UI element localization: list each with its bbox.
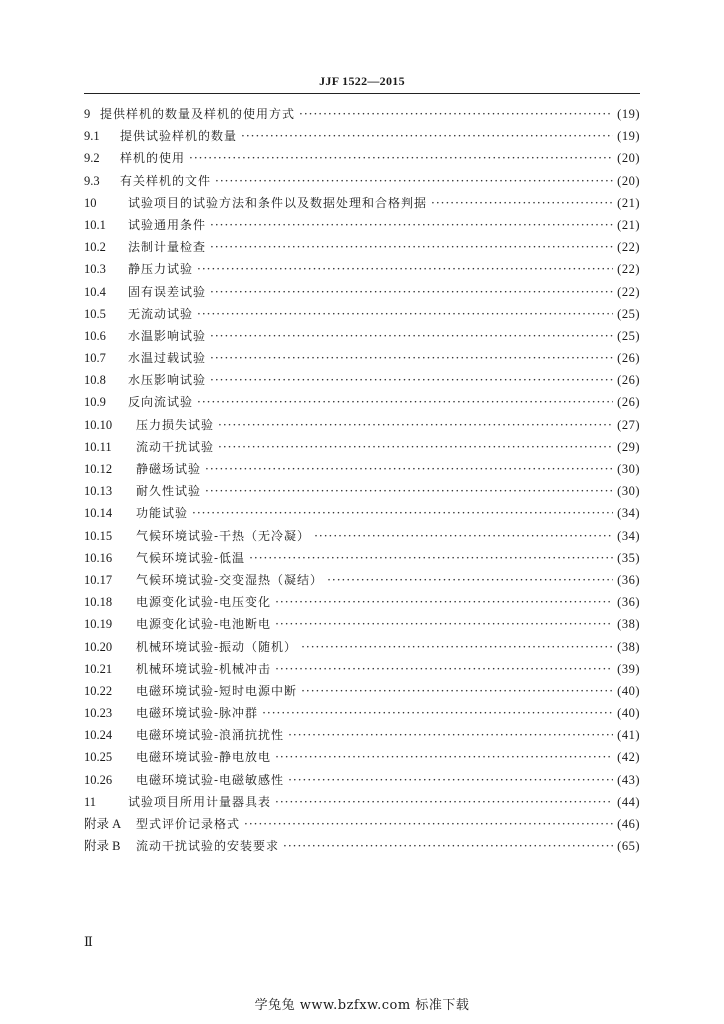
- toc-entry-title: 有关样机的文件: [120, 173, 212, 188]
- toc-entry-number: 10.1: [84, 217, 106, 232]
- toc-entry-title: 电磁环境试验-脉冲群: [136, 706, 259, 721]
- toc-entry[interactable]: [84, 813, 640, 835]
- toc-entry-page: (36): [617, 595, 640, 610]
- toc-entry-number: 10.17: [84, 572, 113, 587]
- toc-entry-title: 型式评价记录格式: [136, 817, 241, 831]
- toc-entry[interactable]: [84, 414, 640, 436]
- toc-entry-number: 10.21: [84, 661, 113, 676]
- toc-entry-number: 11: [84, 794, 97, 809]
- toc-entry-title: 电磁环境试验-短时电源中断: [136, 683, 298, 698]
- table-of-contents: [84, 103, 640, 857]
- toc-entry-title: 电磁环境试验-静电放电: [136, 750, 272, 765]
- toc-entry-number: 10.13: [84, 484, 113, 499]
- toc-entry-title: 气候环境试验-低温: [136, 550, 246, 565]
- page-number: Ⅱ: [84, 934, 93, 949]
- toc-dot-leader: [197, 303, 613, 325]
- toc-dot-leader: [275, 658, 613, 680]
- toc-dot-leader: [189, 147, 613, 169]
- toc-entry-number: 附录 A: [84, 817, 122, 831]
- toc-entry-page: (26): [617, 395, 640, 410]
- toc-entry-number: 9.3: [84, 173, 100, 188]
- toc-entry[interactable]: [84, 724, 640, 746]
- toc-entry-page: (26): [617, 351, 640, 366]
- toc-dot-leader: [218, 414, 613, 436]
- toc-entry-title: 电源变化试验-电压变化: [136, 595, 272, 610]
- toc-dot-leader: [192, 502, 613, 524]
- toc-entry-page: (26): [617, 373, 640, 388]
- footer-watermark: 学兔兔 www.bzfxw.com 标准下载: [254, 998, 470, 1013]
- toc-entry[interactable]: [84, 636, 640, 658]
- toc-entry-title: 气候环境试验-干热（无冷凝）: [136, 528, 311, 543]
- toc-entry-page: (21): [617, 217, 640, 232]
- toc-entry[interactable]: [84, 391, 640, 413]
- toc-entry-title: 流动干扰试验的安装要求: [136, 839, 280, 854]
- toc-entry-number: 10.3: [84, 262, 106, 277]
- toc-entry-page: (44): [617, 794, 640, 809]
- toc-entry-number: 附录 B: [84, 839, 121, 854]
- toc-entry[interactable]: [84, 347, 640, 369]
- toc-entry-title: 试验通用条件: [128, 217, 207, 232]
- toc-dot-leader: [283, 835, 613, 857]
- toc-entry-number: 10.24: [84, 728, 113, 743]
- toc-entry[interactable]: [84, 436, 640, 458]
- toc-dot-leader: [301, 680, 613, 702]
- toc-entry-title: 流动干扰试验: [136, 439, 215, 454]
- toc-entry-number: 10.9: [84, 395, 106, 410]
- toc-entry[interactable]: [84, 258, 640, 280]
- toc-entry[interactable]: [84, 325, 640, 347]
- toc-entry-page: (19): [617, 129, 640, 144]
- toc-entry-number: 10.18: [84, 595, 113, 610]
- toc-dot-leader: [275, 613, 613, 635]
- toc-dot-leader: [327, 569, 613, 591]
- toc-entry[interactable]: [84, 125, 640, 147]
- toc-entry[interactable]: [84, 236, 640, 258]
- toc-dot-leader: [205, 480, 613, 502]
- toc-entry-title: 法制计量检查: [128, 240, 207, 255]
- toc-entry[interactable]: [84, 680, 640, 702]
- toc-entry-title: 机械环境试验-振动（随机）: [136, 639, 298, 654]
- toc-entry-title: 压力损失试验: [136, 417, 215, 432]
- toc-entry-number: 10.14: [84, 506, 113, 521]
- toc-entry-title: 机械环境试验-机械冲击: [136, 661, 272, 676]
- toc-entry-title: 水温影响试验: [128, 328, 207, 343]
- toc-entry-page: (40): [617, 706, 640, 721]
- toc-entry[interactable]: [84, 214, 640, 236]
- toc-entry-page: (30): [617, 484, 640, 499]
- toc-entry-number: 10.7: [84, 351, 106, 366]
- toc-entry[interactable]: [84, 281, 640, 303]
- toc-entry-page: (46): [617, 817, 640, 831]
- toc-entry[interactable]: [84, 547, 640, 569]
- toc-dot-leader: [210, 214, 613, 236]
- toc-entry-page: (21): [617, 195, 640, 210]
- toc-entry-number: 10.5: [84, 306, 106, 321]
- toc-entry[interactable]: [84, 303, 640, 325]
- toc-entry-title: 耐久性试验: [136, 484, 202, 499]
- toc-entry[interactable]: [84, 835, 640, 857]
- toc-entry-title: 试验项目的试验方法和条件以及数据处理和合格判据: [128, 195, 428, 210]
- toc-entry-title: 样机的使用: [120, 151, 186, 166]
- toc-dot-leader: [241, 125, 613, 147]
- toc-entry-number: 10.22: [84, 683, 113, 698]
- toc-entry-number: 10: [84, 195, 97, 210]
- toc-entry-number: 10.26: [84, 772, 113, 787]
- toc-dot-leader: [205, 458, 613, 480]
- toc-entry[interactable]: [84, 103, 640, 125]
- toc-dot-leader: [249, 547, 613, 569]
- toc-entry-number: 10.19: [84, 617, 113, 632]
- toc-entry-title: 试验项目所用计量器具表: [128, 794, 272, 809]
- toc-dot-leader: [244, 813, 613, 835]
- toc-dot-leader: [210, 325, 613, 347]
- toc-entry-title: 静磁场试验: [136, 462, 202, 476]
- toc-entry-page: (29): [617, 439, 640, 454]
- toc-entry-page: (40): [617, 683, 640, 698]
- toc-entry-number: 10.11: [84, 439, 112, 454]
- toc-entry[interactable]: [84, 369, 640, 391]
- toc-entry-number: 10.8: [84, 373, 106, 388]
- toc-entry-title: 电磁环境试验-电磁敏感性: [136, 772, 285, 787]
- toc-entry-page: (38): [617, 639, 640, 654]
- toc-entry-number: 10.23: [84, 706, 113, 721]
- toc-entry-page: (43): [617, 772, 640, 787]
- toc-entry-page: (30): [617, 462, 640, 476]
- toc-dot-leader: [210, 369, 613, 391]
- toc-dot-leader: [301, 636, 613, 658]
- toc-dot-leader: [218, 436, 613, 458]
- toc-entry-number: 10.10: [84, 417, 113, 432]
- toc-entry-title: 电磁环境试验-浪涌抗扰性: [136, 728, 285, 743]
- toc-entry-number: 9.2: [84, 151, 100, 166]
- toc-entry-number: 9: [84, 107, 91, 121]
- toc-dot-leader: [314, 525, 613, 547]
- toc-entry[interactable]: [84, 502, 640, 524]
- toc-entry[interactable]: [84, 147, 640, 169]
- toc-entry-page: (22): [617, 262, 640, 277]
- document-header: [0, 74, 724, 89]
- toc-entry-title: 电源变化试验-电池断电: [136, 617, 272, 632]
- toc-dot-leader: [288, 769, 613, 791]
- toc-entry[interactable]: [84, 658, 640, 680]
- toc-entry[interactable]: [84, 746, 640, 768]
- toc-entry[interactable]: [84, 791, 640, 813]
- toc-entry[interactable]: [84, 458, 640, 480]
- standard-code: JJF 1522—2015: [319, 74, 405, 88]
- toc-dot-leader: [431, 192, 613, 214]
- toc-dot-leader: [275, 746, 613, 768]
- toc-entry-number: 10.2: [84, 240, 106, 255]
- toc-entry-page: (42): [617, 750, 640, 765]
- toc-dot-leader: [288, 724, 613, 746]
- toc-entry[interactable]: [84, 525, 640, 547]
- toc-entry-page: (34): [617, 506, 640, 521]
- toc-entry-page: (35): [617, 550, 640, 565]
- toc-entry-title: 气候环境试验-交变湿热（凝结）: [136, 572, 324, 587]
- toc-entry[interactable]: [84, 769, 640, 791]
- header-divider: [84, 93, 640, 94]
- toc-entry-page: (38): [617, 617, 640, 632]
- toc-entry-title: 固有误差试验: [128, 284, 207, 299]
- toc-entry-page: (20): [617, 173, 640, 188]
- toc-entry-number: 10.20: [84, 639, 113, 654]
- toc-entry-number: 10.15: [84, 528, 113, 543]
- toc-entry-page: (22): [617, 240, 640, 255]
- toc-entry-number: 10.16: [84, 550, 113, 565]
- toc-dot-leader: [210, 281, 613, 303]
- toc-entry-title: 水温过载试验: [128, 351, 207, 366]
- toc-entry[interactable]: [84, 192, 640, 214]
- toc-dot-leader: [210, 236, 613, 258]
- toc-dot-leader: [197, 258, 613, 280]
- toc-entry[interactable]: [84, 702, 640, 724]
- toc-dot-leader: [299, 103, 613, 125]
- toc-dot-leader: [197, 391, 613, 413]
- toc-entry-title: 提供试验样机的数量: [120, 129, 238, 144]
- toc-dot-leader: [215, 170, 613, 192]
- toc-entry-page: (25): [617, 306, 640, 321]
- toc-entry-page: (27): [617, 417, 640, 432]
- toc-entry-title: 反向流试验: [128, 395, 194, 410]
- toc-entry[interactable]: [84, 480, 640, 502]
- toc-entry-page: (41): [617, 728, 640, 743]
- toc-entry[interactable]: [84, 569, 640, 591]
- toc-entry-number: 10.25: [84, 750, 113, 765]
- toc-entry-page: (65): [617, 839, 640, 854]
- toc-entry-page: (39): [617, 661, 640, 676]
- toc-entry-number: 9.1: [84, 129, 100, 144]
- toc-dot-leader: [275, 591, 613, 613]
- toc-entry[interactable]: [84, 613, 640, 635]
- toc-entry-number: 10.12: [84, 462, 113, 476]
- toc-dot-leader: [262, 702, 613, 724]
- toc-entry-title: 水压影响试验: [128, 373, 207, 388]
- toc-entry-number: 10.6: [84, 328, 106, 343]
- toc-entry-page: (19): [617, 107, 640, 121]
- toc-entry-title: 功能试验: [136, 506, 189, 521]
- toc-dot-leader: [210, 347, 613, 369]
- toc-entry-title: 提供样机的数量及样机的使用方式: [100, 107, 296, 121]
- toc-entry-title: 无流动试验: [128, 306, 194, 321]
- toc-entry-title: 静压力试验: [128, 262, 194, 277]
- toc-entry[interactable]: [84, 591, 640, 613]
- toc-dot-leader: [275, 791, 613, 813]
- toc-entry-page: (20): [617, 151, 640, 166]
- toc-entry-page: (36): [617, 572, 640, 587]
- toc-entry-number: 10.4: [84, 284, 106, 299]
- toc-entry-page: (25): [617, 328, 640, 343]
- toc-entry[interactable]: [84, 170, 640, 192]
- toc-entry-page: (22): [617, 284, 640, 299]
- toc-entry-page: (34): [617, 528, 640, 543]
